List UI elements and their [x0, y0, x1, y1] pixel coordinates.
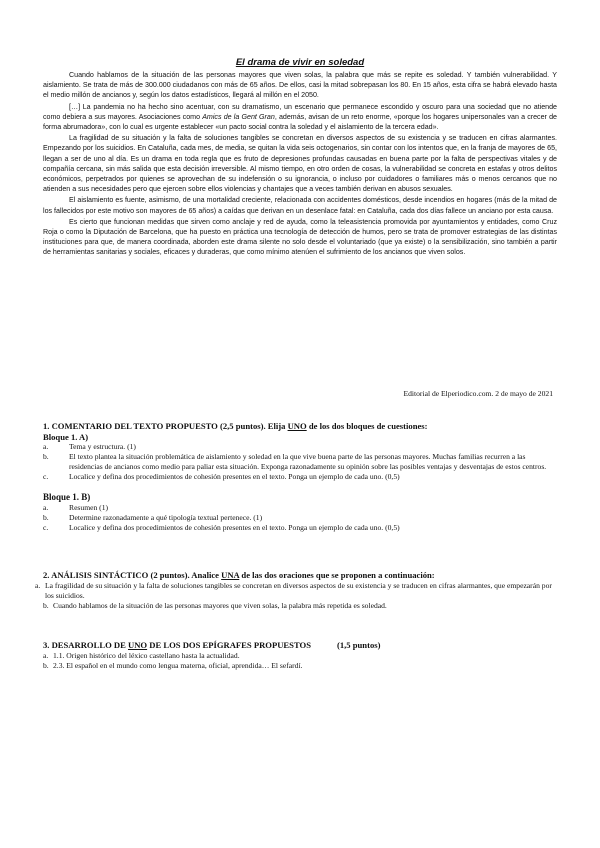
- article-paragraph-1: Cuando hablamos de la situación de las personas mayores que viven solas, la palabra que más se repite es soledad. Y también vulnerabilidad. Y aislamiento. Se trata de más de 300.000 ciudadanos con más de 65 años. De ellos, casi la mitad sobrepasan los 80. En 15 años, esta cifra se habrá elevado hasta el medio millón de ancianos y, según los datos estadísticos, llegará al millón en el 2050.: [43, 71, 557, 100]
- q3-points: (1,5 puntos): [337, 640, 381, 650]
- block-b-item: [43, 513, 559, 523]
- block-a-item: [43, 472, 559, 482]
- sentence-item: [43, 601, 559, 611]
- question-1-heading: [43, 421, 559, 432]
- block-b-item: [43, 503, 559, 513]
- block-a-item: [43, 442, 559, 452]
- question-3: [43, 640, 559, 671]
- article-paragraph-3: La fragilidad de su situación y la falta de soluciones tangibles se concretan en diversos aspectos de su existencia y se traducen en cifras alarmantes. Empezando por los suicidios. En Cataluña, cada mes, de media, se quitan la vida seis octogenarios, sin contar con los intentos que, en la franja de mayores de 65, llegan a ser de uno al día. Es un drama en toda regla que es fruto de depresiones profundas causadas en buena parte por la falta de perspectivas vitales y de compañía cercana, sin más salida que esta decisión irreversible. Al mismo tiempo, en otro orden de cosas, la vulnerabilidad se concreta en estafas y otros delitos económicos, perpetrados por quienes se aprovechan de su indefensión o su ignorancia, o incluso por cuidadores o familiares más o menos cercanos que no atienden a sus necesidades pero que ejercen sobre ellos violencias y chantajes que a veces también derivan en abusos sexuales.: [43, 134, 557, 194]
- item-label: c.: [43, 523, 49, 532]
- item-text: Tema y estructura. (1): [69, 442, 136, 451]
- question-2-heading: [43, 570, 559, 581]
- block-a-title: Bloque 1. A): [43, 431, 89, 442]
- article-paragraph-2: [43, 102, 557, 133]
- question-1: [43, 421, 559, 533]
- item-label: c.: [43, 472, 49, 481]
- item-label: a.: [35, 580, 41, 590]
- paragraph-2-start: […] La pandemia no ha hecho sino acentuar, con su dramatismo, un escenario que permanece escondido y oscuro para una sociedad que no atiende como debiera a sus mayores. Asociaciones como: [43, 102, 557, 121]
- item-label: b.: [43, 513, 49, 522]
- q1-heading-text: 1. COMENTARIO DEL TEXTO PROPUESTO (2,5 puntos). Elija: [43, 421, 288, 431]
- sentence-item: [35, 581, 559, 601]
- source-credit: Editorial de Elperiodico.com. 2 de mayo de 2021: [403, 389, 553, 398]
- item-label: a.: [43, 442, 49, 451]
- item-text: La fragilidad de su situación y la falta de soluciones tangibles se concretan en diversos aspectos de su existencia y se traducen en cifras alarmantes, que empezarán por los suicidios.: [45, 580, 552, 600]
- topic-item: [43, 651, 559, 661]
- item-label: b.: [43, 600, 49, 610]
- block-b-title: Bloque 1. B): [43, 492, 91, 502]
- item-text: Determine razonadamente a qué tipología textual pertenece. (1): [69, 513, 263, 522]
- q3-heading-tail: DE LOS DOS EPÍGRAFES PROPUESTOS: [147, 640, 311, 650]
- q1-heading-tail: de los dos bloques de cuestiones:: [306, 421, 428, 431]
- q2-heading-tail: de las dos oraciones que se proponen a continuación:: [239, 570, 435, 580]
- item-label: a.: [43, 650, 49, 660]
- q2-heading-underlined: UNA: [221, 570, 240, 580]
- question-2: [35, 570, 559, 611]
- q3-heading-text: 3. DESARROLLO DE: [43, 640, 128, 650]
- q1-heading-underlined: UNO: [287, 421, 307, 431]
- item-text: Localice y defina dos procedimientos de cohesión presentes en el texto. Ponga un ejemplo de cada uno. (0,5): [69, 523, 400, 532]
- item-text: 1.1. Origen histórico del léxico castellano hasta la actualidad.: [53, 650, 240, 660]
- block-b-item: [43, 523, 559, 533]
- article-paragraph-5: Es cierto que funcionan medidas que sirven como anclaje y red de ayuda, como la teleasistencia promovida por ayuntamientos y entidades, como Cruz Roja o como la Diputación de Barcelona, que ha puesto en práctica una tecnología de detección de humos, pero se trata de promover estrategias de las distintas instituciones para que, de manera coordinada, aborden este drama silente no solo desde el voluntariado (que ya existe) o la sensibilización, sino también a partir de herramientas sanitarias y sociales, eficaces y duraderas, que como mínimo atenúen el sufrimiento de los ancianos que viven solos.: [43, 217, 557, 257]
- association-name: Amics de la Gent Gran: [202, 112, 275, 121]
- article-body: [43, 70, 557, 259]
- article-title: El drama de vivir en soledad: [235, 57, 365, 68]
- question-3-heading: [43, 640, 559, 651]
- paragraph-2-end: , además, avisan de un reto enorme, «porque los hogares unipersonales van a crecer de forma abrumadora», con lo cual es urgente establecer «un pacto social contra la soledad y el aislamiento de la tercera edad».: [43, 112, 557, 132]
- item-text: Cuando hablamos de la situación de las personas mayores que viven solas, la palabra más repetida es soledad.: [53, 600, 387, 610]
- q3-heading-underlined: UNO: [128, 640, 148, 650]
- topic-item: [43, 661, 559, 671]
- item-text: Localice y defina dos procedimientos de cohesión presentes en el texto. Ponga un ejemplo de cada uno. (0,5): [69, 472, 400, 481]
- item-text: 2.3. El español en el mundo como lengua materna, oficial, aprendida… El sefardí.: [53, 660, 303, 670]
- block-a-item: [43, 452, 559, 472]
- item-label: a.: [43, 503, 49, 512]
- q2-heading-text: 2. ANÁLISIS SINTÁCTICO (2 puntos). Analice: [43, 570, 222, 580]
- item-label: b.: [43, 452, 49, 461]
- article-paragraph-4: El aislamiento es fuente, asimismo, de una mortalidad creciente, relacionada con accidentes domésticos, desde incendios en hogares (más de la mitad de los fallecidos por este motivo son mayores de 65 años) a caídas que derivan en un desenlace fatal: en Cataluña, cada dos días fallece un anciano por esta causa.: [43, 196, 557, 215]
- item-text: Resumen (1): [69, 503, 109, 512]
- item-text: El texto plantea la situación problemática de aislamiento y soledad en la que vive buena parte de las personas mayores. Muchas familias recurren a las residencias de ancianos como medio para paliar esta situación. Exponga razonadamente su opinión sobre las posibles ventajas y desventajas de estos centros.: [69, 452, 547, 471]
- item-label: b.: [43, 660, 49, 670]
